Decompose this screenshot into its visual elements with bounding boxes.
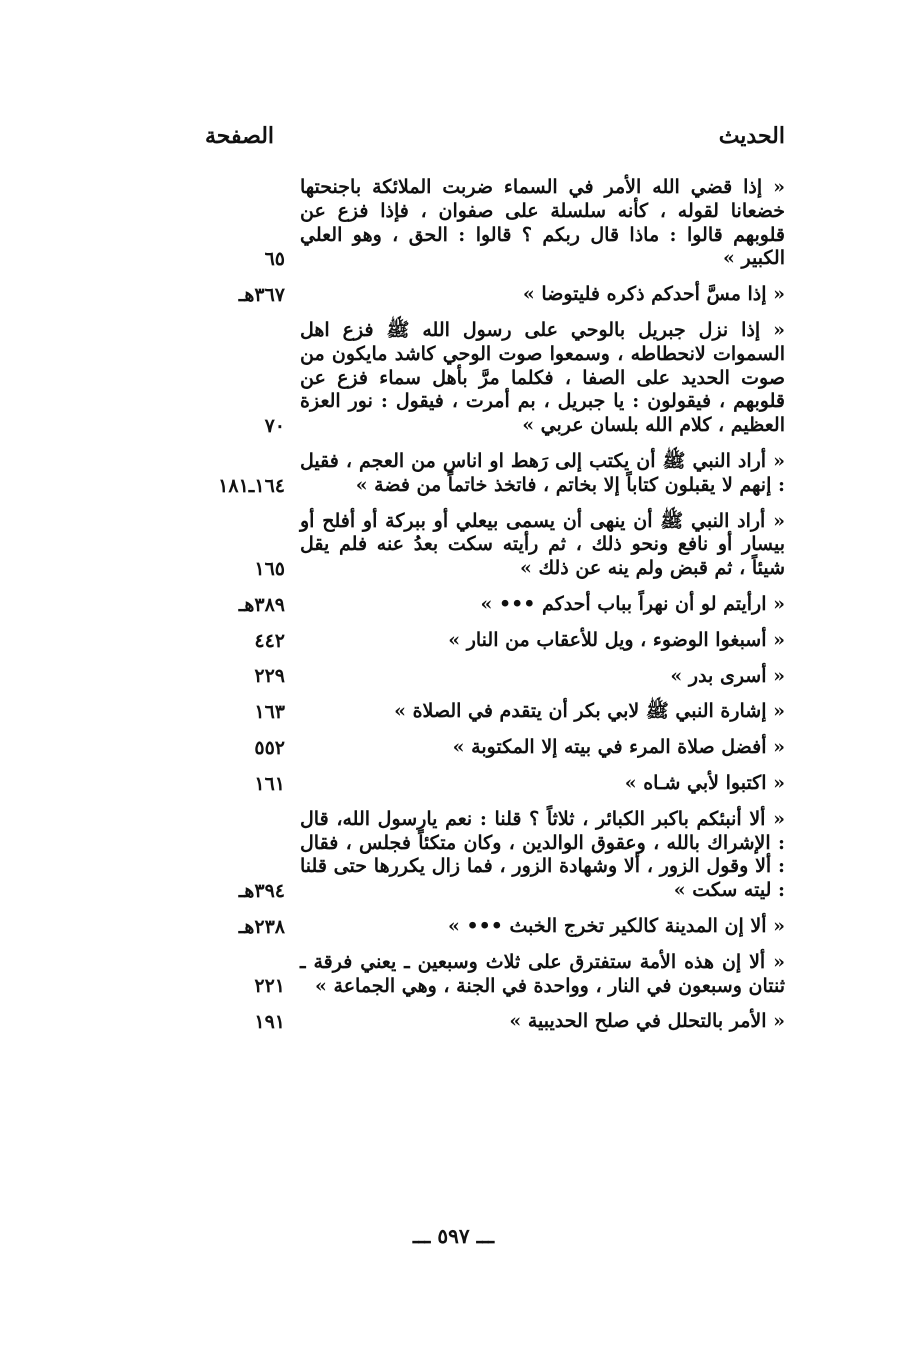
- hadith-text: « ألا أنبئكم باكبر الكبائر ، ثلاثاً ؟ قلنا : نعم يارسول الله، قال : الإشراك بالله ، وعقوق الوالدين ، وكان متكئاً فجلس ، فقال : ألا وقول الزور ، ألا وشهادة الزور ، فما زال يكررها حتى قلنا : ليته سكت »: [300, 807, 785, 902]
- page-reference: ٣٨٩هـ: [238, 593, 285, 616]
- page-reference: ١٦٥: [254, 557, 285, 580]
- index-entry: [190, 629, 790, 653]
- hadith-text: « أراد النبي ﷺ أن يكتب إلى رَهط او اناس من العجم ، فقيل : إنهم لا يقبلون كتاباً إلا بخاتم ، فاتخذ خاتماً من فضة »: [300, 449, 785, 496]
- index-entry: [190, 772, 790, 796]
- page-reference: ١٦٤ـ١٨١: [218, 474, 285, 497]
- index-entry: [190, 808, 790, 903]
- hadith-text: « ارأيتم لو أن نهراً بباب أحدكم ••• »: [480, 592, 785, 615]
- hadith-text: « أفضل صلاة المرء في بيته إلا المكتوبة »: [452, 736, 785, 759]
- index-entry: [190, 593, 790, 617]
- index-entry: [190, 283, 790, 307]
- hadith-text: « أسرى بدر »: [670, 664, 785, 687]
- page-reference: ٢٢١: [254, 975, 285, 998]
- index-entry: [190, 915, 790, 939]
- index-entry: [190, 700, 790, 724]
- hadith-text: « الأمر بالتحلل في صلح الحديبية »: [509, 1010, 785, 1033]
- hadith-text: « إذا نزل جبريل بالوحي على رسول الله ﷺ فزع اهل السموات لانحطاطه ، وسمعوا صوت الوحي كاشد مايكون من صوت الحديد على الصفا ، فكلما مرَّ بأهل سماء فزع عن قلوبهم ، فيقولون : يا جبريل ، بم أمرت ، فيقول : نور العزة العظيم ، كلام الله بلسان عربي »: [300, 318, 785, 437]
- page-reference: ١٦١: [254, 772, 285, 795]
- index-entry: [190, 951, 790, 999]
- column-header: [205, 120, 785, 160]
- hadith-text: « إذا قضي الله الأمر في السماء ضربت الملائكة باجنحتها خضعانا لقوله ، كأنه سلسلة على صفوان ، فإذا فزع عن قلوبهم قالوا : ماذا قال ربكم ؟ قالوا : الحق ، وهو العلي الكبير »: [300, 176, 785, 270]
- page-reference: ٣٩٤هـ: [238, 879, 285, 902]
- hadith-text: « أسبغوا الوضوء ، ويل للأعقاب من النار »: [448, 628, 785, 651]
- page-column-title: الصفحة: [205, 123, 275, 149]
- index-entry: [190, 319, 790, 438]
- page-number: ـــ ٥٩٧ ـــ: [412, 1224, 495, 1248]
- page-reference: ٧٠: [264, 414, 285, 437]
- index-entry: [190, 1010, 790, 1034]
- index-entry: [190, 736, 790, 760]
- hadith-text: « ألا إن المدينة كالكير تخرج الخبث ••• »: [447, 914, 785, 937]
- page-reference: ٣٦٧هـ: [238, 283, 285, 306]
- page-reference: ١٦٣: [254, 701, 285, 724]
- hadith-text: « اكتبوا لأبي شـاه »: [624, 771, 785, 794]
- index-entry: [190, 176, 790, 271]
- hadith-text: « أراد النبي ﷺ أن ينهى أن يسمى بيعلي أو ببركة أو أفلح أو بيسار أو نافع ونحو ذلك ، ثم رأيته سكت بعدُ عنه فلم يقل شيئاً ، ثم قبض ولم ينه عن ذلك »: [300, 509, 785, 580]
- index-entry: [190, 510, 790, 581]
- page-reference: ٢٢٩: [254, 665, 285, 688]
- page-reference: ٤٤٢: [254, 629, 285, 652]
- hadith-index-list: [190, 176, 790, 1046]
- index-entry: [190, 665, 790, 689]
- page-reference: ٦٥: [264, 248, 285, 271]
- page-reference: ٢٣٨هـ: [238, 915, 285, 938]
- hadith-text: « ألا إن هذه الأمة ستفترق على ثلاث وسبعين ـ يعني فرقة ـ ثنتان وسبعون في النار ، وواحدة في الجنة ، وهي الجماعة »: [300, 950, 785, 997]
- page-reference: ٥٥٢: [254, 736, 285, 759]
- hadith-column-title: الحديث: [718, 123, 785, 149]
- hadith-text: « إذا مسَّ أحدكم ذكره فليتوضا »: [522, 283, 785, 306]
- page-reference: ١٩١: [254, 1011, 285, 1034]
- hadith-text: « إشارة النبي ﷺ لابي بكر أن يتقدم في الصلاة »: [394, 700, 785, 723]
- index-entry: [190, 450, 790, 498]
